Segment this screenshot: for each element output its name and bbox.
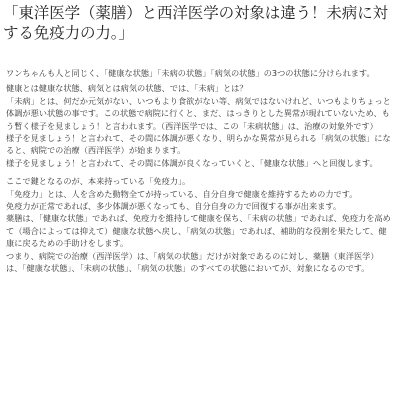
paragraph-immunity-definition: 「免疫力」とは、人を含めた動物全てが持っている、自分自身で健康を維持するための力です。 (6, 188, 358, 199)
paragraph-mibyou-definition: 「未病」とは、何だか元気がない、いつもより食欲がない等、病気ではないけれど、いつもよりちょっと体調が悪い状態の事です。この状態で病院に行くと、まだ、はっきりとした異常が現れていないため、もう暫く様子を見ましょう！と言われます。（西洋医学では、この「未病状態」は、治療の対象外です） (6, 95, 391, 131)
paragraph-question: 健康とは健康な状態、病気とは病気の状態、では、「未病」とは？ (6, 83, 248, 94)
paragraph-conclusion: つまり、病院での治療（西洋医学）は、「病気の状態」だけが対象であるのに対し、薬膳（東洋医学）は、「健康な状態」、「未病の状態」、「病気の状態」のすべての状態においてが、対象になるのです。 (6, 250, 379, 274)
paragraph-three-states: ワンちゃんも人と同じく、「健康な状態」「未病の状態」「病気の状態」の3つの状態に分けられます。 (6, 68, 375, 78)
paragraph-yakuzen-role: 薬膳は、「健康な状態」であれば、免疫力を維持して健康を保ち、「未病の状態」であれば、免疫力を高めて（場合によっては抑えて）健康な状態へ戻し、「病気の状態」であれば、補助的な役割を果たして、健康に戻るための手助けをします。 (6, 213, 391, 249)
article-body (6, 67, 394, 275)
paragraph-key: ここで鍵となるのが、本来持っている「免疫力」。 (6, 176, 191, 187)
paragraph-better: 様子を見ましょう！と言われて、その間に体調が良くなっていくと、「健康な状態」へと回復します。 (6, 157, 378, 168)
article-title: 「東洋医学（薬膳）と西洋医学の対象は違う！未病に対する免疫力の力。」 (3, 4, 389, 42)
paragraph-worse: 様子を見ましょう！と言われて、その間に体調が悪くなり、明らかな異常が見られる「病気の状態」になると、病院での治療（西洋医学）が始まります。 (6, 133, 391, 156)
paragraph-immunity-normal: 免疫力が正常であれば、多少体調が悪くなっても、自分自身の力で回復する事が出来ます。 (6, 201, 342, 212)
